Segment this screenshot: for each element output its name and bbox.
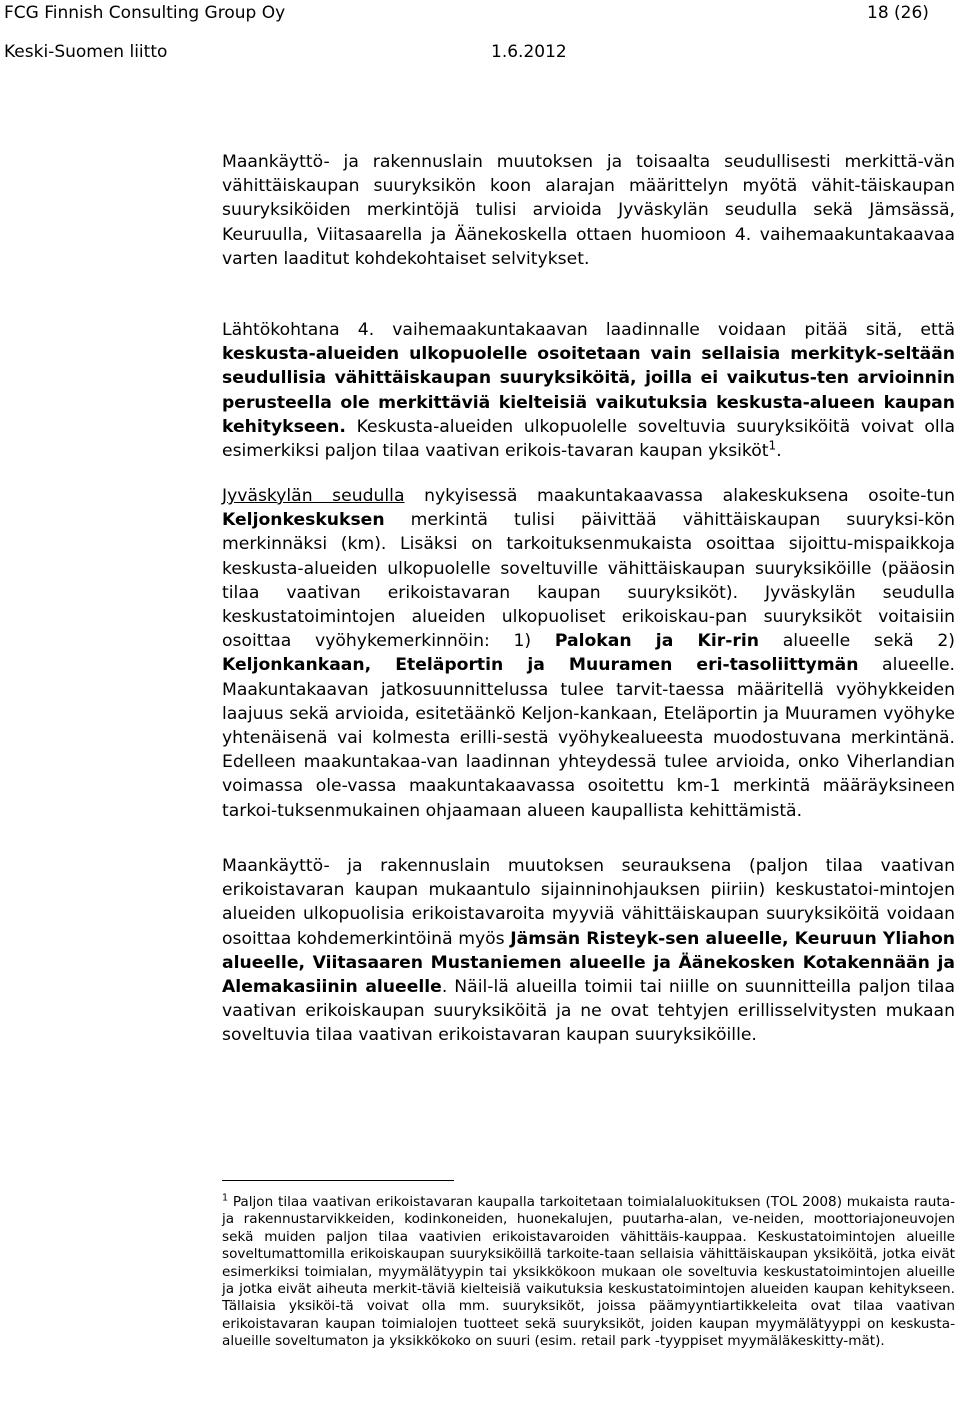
paragraph-3-text-1: nykyisessä maakuntakaavassa alakeskuksena osoite-tun <box>404 486 955 506</box>
company-name: FCG Finnish Consulting Group Oy <box>4 3 286 23</box>
paragraph-2-intro: Lähtökohtana 4. vaihemaakuntakaavan laadinnalle voidaan pitää sitä, että <box>222 320 955 340</box>
paragraph-4 <box>222 854 955 1048</box>
footnote <box>222 1194 955 1351</box>
paragraph-4-text-2: . Näil-lä alueilla toimii tai niille on suunnitteilla paljon tilaa vaativan erikoiskaupan suuryksiköitä ja ne ovat tehtyjen erillisselvitysten mukaan soveltuvia tilaa vaativan erikoistavaran kaupan suuryksiköille. <box>222 977 955 1046</box>
paragraph-3-bold-3: Keljonkankaan, Eteläportin ja Muuramen eri-tasoliittymän <box>222 655 859 676</box>
client-name: Keski-Suomen liitto <box>4 42 168 62</box>
paragraph-3-underlined: Jyväskylän seudulla <box>222 486 405 506</box>
paragraph-1 <box>222 150 955 271</box>
paragraph-3-text-2: merkintä tulisi päivittää vähittäiskaupan suuryksi-kön merkinnäksi (km). Lisäksi on tarkoituksenmukaista osoittaa sijoittu-mispaikkoja keskusta-alueiden ulkopuolelle soveltuville vähittäiskaupan suuryksiköille (pääosin tilaa vaativan erikoistavaran kaupan suuryksiköt). Jyväskylän seudulla keskustatoimintojen alueiden ulkopuoliset erikoiskau-pan suuryksiköt voitaisiin osoittaa vyöhykemerkinnöin: 1) <box>222 510 955 652</box>
paragraph-2-bold: keskusta-alueiden ulkopuolelle osoitetaan vain sellaisia merkityk-seltään seudullisia vähittäiskaupan suuryksiköitä, joilla ei vaikutus-ten arvioinnin perusteella ole merkittäviä kielteisiä vaikutuksia keskusta-alueen kaupan kehitykseen. <box>222 344 955 437</box>
footnote-reference: 1 <box>768 438 777 453</box>
paragraph-3-bold-1: Keljonkeskuksen <box>222 510 385 531</box>
paragraph-2-end: . <box>776 441 782 462</box>
paragraph-3-bold-2: Palokan ja Kir-rin <box>554 631 759 652</box>
page-number: 18 (26) <box>867 3 929 23</box>
paragraph-2 <box>222 318 955 463</box>
footnote-number: 1 <box>222 1192 229 1204</box>
paragraph-3-text-4: alueelle. Maakuntakaavan jatkosuunnittelussa tulee tarvit-taessa määritellä vyöhykkeiden laajuus sekä arvioida, esitetäänkö Keljon-kankaan, Eteläportin ja Muuramen vyöhyke yhtenäisenä vai kolmesta erilli-sestä vyöhykealueesta muodostuvana merkintänä. Edelleen maakuntakaa-van laadinnan yhteydessä tulee arvioida, onko Viherlandian voimassa ole-vassa maakuntakaavassa osoitettu km-1 merkintä määräyksineen tarkoi-tuksenmukainen ohjaamaan alueen kaupallista kehittämistä. <box>222 655 955 821</box>
paragraph-1-text: Maankäyttö- ja rakennuslain muutoksen ja toisaalta seudullisesti merkittä-vän vähittäiskaupan suuryksikön koon alarajan määrittelyn myötä vähit-täiskaupan suuryksiköiden merkintöjä tulisi arvioida Jyväskylän seudulla sekä Jämsässä, Keuruulla, Viitasaarella ja Äänekoskella ottaen huomioon 4. vaihemaakuntakaavaa varten laaditut kohdekohtaiset selvitykset. <box>222 152 955 269</box>
paragraph-4-text-1: Maankäyttö- ja rakennuslain muutoksen seurauksena (paljon tilaa vaativan erikoistavaran kaupan mukaantulo sijainninohjauksen piiriin) keskustatoi-mintojen alueiden ulkopuolisia erikoistavaroita myyviä vähittäiskaupan suuryksiköitä voidaan osoittaa kohdemerkintöinä myös <box>222 856 955 949</box>
footnote-divider <box>222 1180 454 1181</box>
paragraph-3-text-3: alueelle sekä 2) <box>758 631 956 652</box>
document-date: 1.6.2012 <box>491 42 567 62</box>
footnote-text: Paljon tilaa vaativan erikoistavaran kaupalla tarkoitetaan toimialaluokituksen (TOL 2008) mukaista rauta- ja rakennustarvikkeiden, kodinkoneiden, huonekalujen, puutarha-alan, ve-neiden, moottoriajoneuvojen sekä muiden paljon tilaa vaativien erikoistavaroiden vähittäis-kauppaa. Keskustatoimintojen alueille soveltumattomilla erikoiskaupan suuryksiköillä tarkoite-taan sellaisia vähittäiskaupan yksiköitä, jotka eivät esimerkiksi toimialan, myymälätyypin tai yksikkökoon mukaan ole soveltuvia keskustatoimintojen alueille ja jotka eivät aiheuta merkit-täviä kielteisiä vaikutuksia keskustatoimintojen alueiden kaupan kehitykseen. Tällaisia yksiköi-tä voivat olla mm. suuryksiköt, joissa päämyyntiartikkeleita ovat tilaa vaativan erikoistavaran kaupan toimialojen tuotteet sekä suuryksiköt, joiden kaupan myymälätyyppi on keskusta-alueille soveltumaton ja yksikkökoko on suuri (esim. retail park -tyyppiset myymäläkeskitty-mät). <box>222 1194 955 1350</box>
paragraph-4-bold-1: Jämsän Risteyk-sen alueelle, Keuruun Yliahon alueelle, Viitasaaren Mustaniemen alueelle ja Äänekosken Kotakennään ja Alemakasiinin alueelle <box>222 928 955 998</box>
paragraph-3 <box>222 484 955 823</box>
paragraph-2-tail: Keskusta-alueiden ulkopuolelle soveltuvia suuryksiköitä voivat olla esimerkiksi paljon tilaa vaativan erikois-tavaran kaupan yksiköt <box>222 416 955 462</box>
